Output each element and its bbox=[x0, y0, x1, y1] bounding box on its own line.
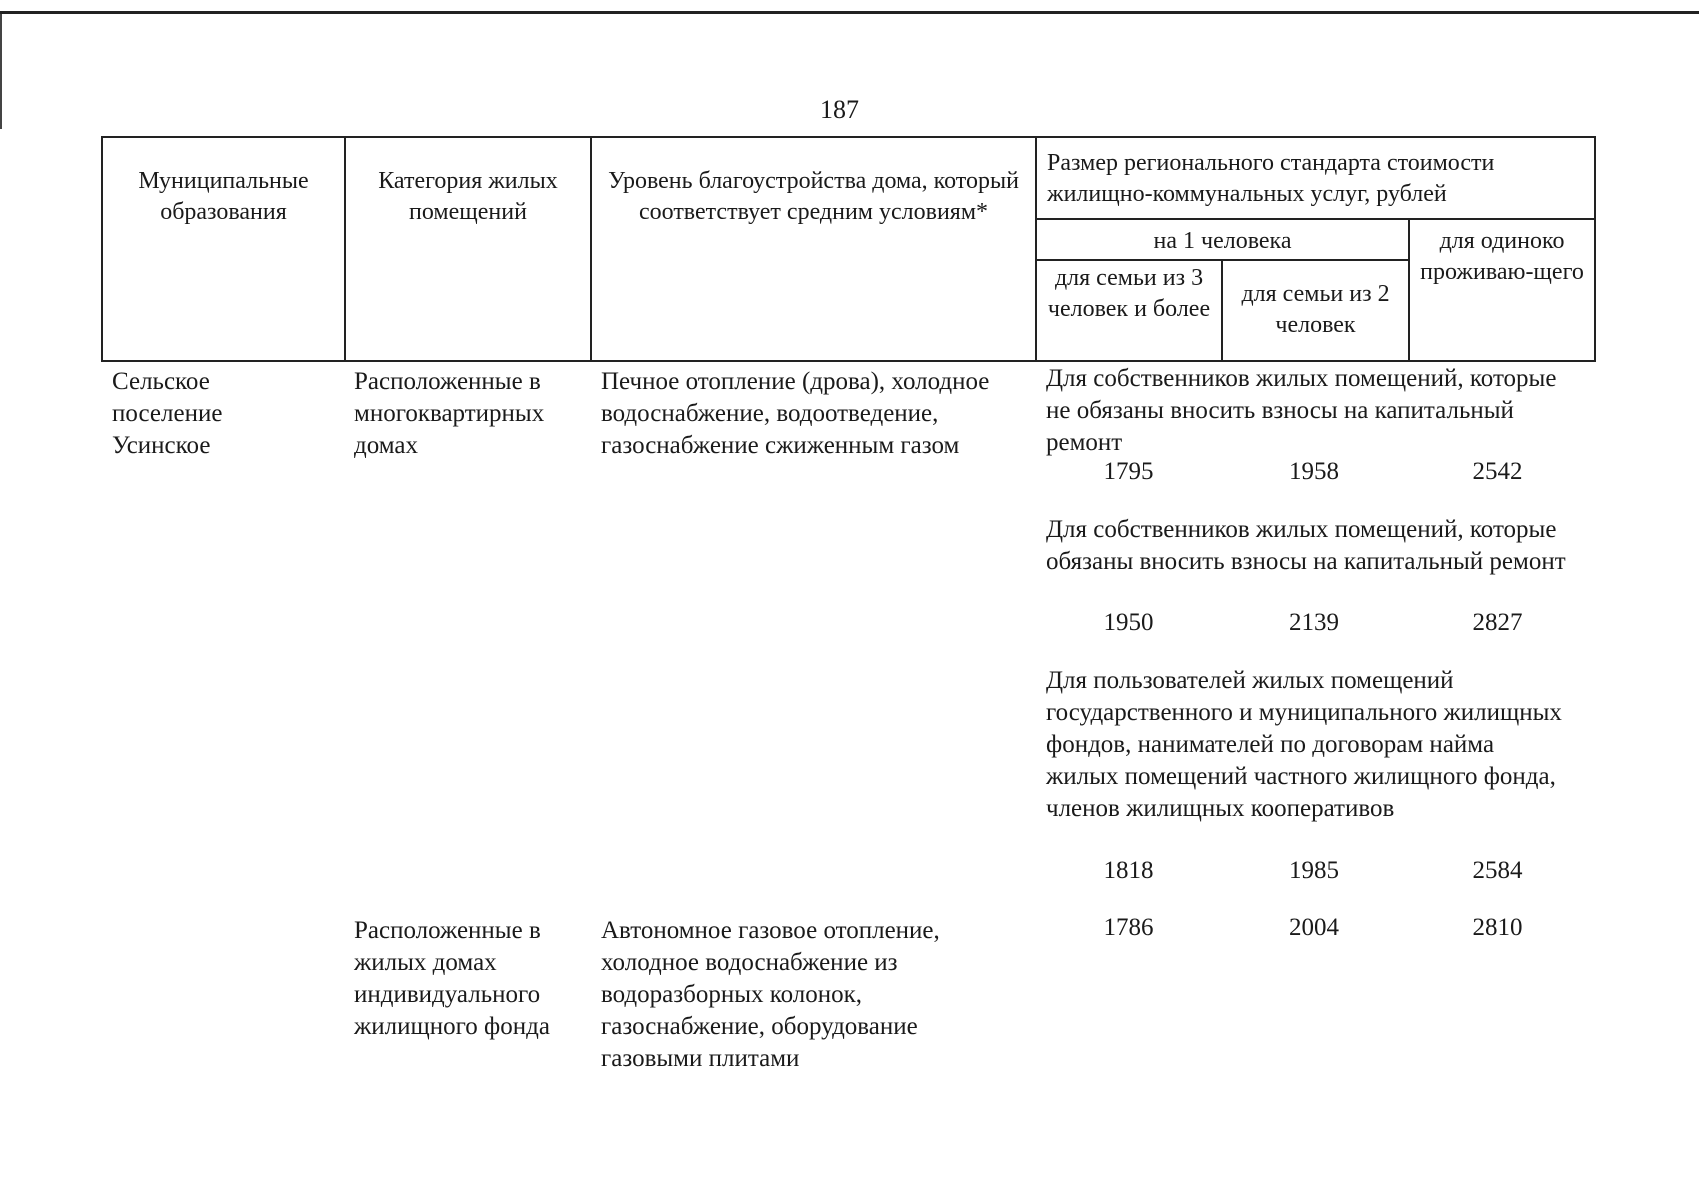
header-family3: для семьи из 3 человек и более bbox=[1036, 260, 1222, 361]
group1-single-value: 2542 bbox=[1472, 458, 1523, 485]
header-single: для одиноко проживаю-щего bbox=[1409, 219, 1595, 361]
group3-single-value: 2584 bbox=[1472, 857, 1523, 884]
group2-label: Для собственников жилых помещений, которые обязаны вносить взносы на капитальный ремонт bbox=[1046, 516, 1566, 575]
group3-label: Для пользователей жилых помещений государственного и муниципального жилищных фондов, нанимателей по договорам найма жилых помещений частного жилищного фонда, членов жилищных кооперативов bbox=[1046, 667, 1562, 822]
group3-family2-value: 1985 bbox=[1289, 857, 1339, 884]
group2-single-value: 2827 bbox=[1472, 609, 1523, 636]
row1-municipality: Сельское поселение Усинское bbox=[112, 368, 223, 459]
row2-category: Расположенные в жилых домах индивидуального жилищного фонда bbox=[354, 917, 550, 1040]
header-family2: для семьи из 2 человек bbox=[1222, 260, 1409, 361]
header-category: Категория жилых помещений bbox=[345, 137, 591, 361]
row2-amenity: Автономное газовое отопление, холодное водоснабжение из водоразборных колонок, газоснабжение, оборудование газовыми плитами bbox=[601, 917, 940, 1072]
group1-family3-value: 1795 bbox=[1103, 458, 1154, 485]
row2-single-value: 2810 bbox=[1472, 914, 1523, 941]
group1-label: Для собственников жилых помещений, которые не обязаны вносить взносы на капитальный ремонт bbox=[1046, 365, 1557, 456]
header-per-person: на 1 человека bbox=[1036, 219, 1409, 260]
scan-border-left bbox=[0, 14, 2, 129]
header-amenity: Уровень благоустройства дома, который соответствует средним условиям* bbox=[591, 137, 1036, 361]
header-municipal: Муниципальные образования bbox=[102, 137, 345, 361]
group2-family3-value: 1950 bbox=[1103, 609, 1154, 636]
row1-amenity: Печное отопление (дрова), холодное водоснабжение, водоотведение, газоснабжение сжиженным газом bbox=[601, 368, 990, 459]
header-standard: Размер регионального стандарта стоимости жилищно-коммунальных услуг, рублей bbox=[1036, 137, 1595, 219]
row2-family3-value: 1786 bbox=[1103, 914, 1154, 941]
table-header bbox=[101, 136, 1596, 362]
row2-family2-value: 2004 bbox=[1289, 914, 1339, 941]
row1-category: Расположенные в многоквартирных домах bbox=[354, 368, 545, 459]
group3-family3-value: 1818 bbox=[1103, 857, 1154, 884]
page-number: 187 bbox=[820, 95, 859, 124]
group2-family2-value: 2139 bbox=[1289, 609, 1339, 636]
scan-border-top bbox=[0, 11, 1699, 14]
group1-family2-value: 1958 bbox=[1289, 458, 1339, 485]
